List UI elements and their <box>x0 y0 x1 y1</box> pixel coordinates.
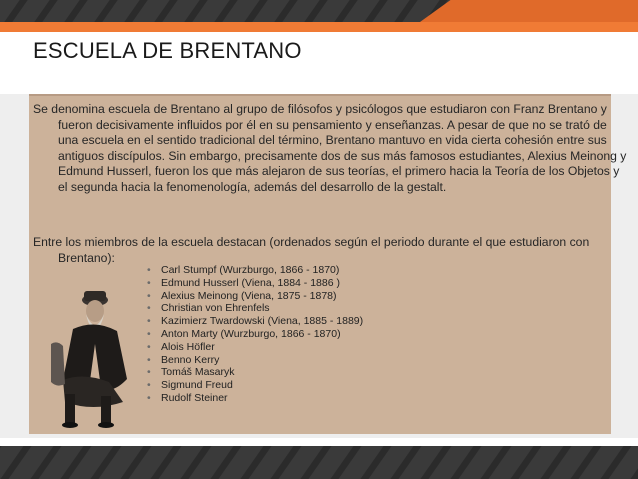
bullet: • <box>147 289 151 302</box>
member-name: Anton Marty (Wurzburgo, 1866 - 1870) <box>161 327 341 340</box>
member-name: Christian von Ehrenfels <box>161 302 270 315</box>
bullet: • <box>147 340 151 353</box>
top-orange-accent <box>420 0 638 22</box>
list-item <box>147 328 447 341</box>
list-item <box>147 302 447 315</box>
bullet: • <box>147 276 151 289</box>
member-name: Rudolf Steiner <box>161 391 228 404</box>
list-item <box>147 366 447 379</box>
member-name: Sigmund Freud <box>161 379 233 392</box>
bullet: • <box>147 327 151 340</box>
member-name: Carl Stumpf (Wurzburgo, 1866 - 1870) <box>161 264 340 276</box>
bullet: • <box>147 302 151 315</box>
member-name: Alois Höfler <box>161 340 215 353</box>
bottom-decorative-band <box>0 446 638 479</box>
brentano-portrait-photo <box>43 284 133 429</box>
title-orange-stripe <box>0 22 638 32</box>
bullet: • <box>147 366 151 379</box>
members-intro-paragraph: Entre los miembros de la escuela destacan (ordenados según el periodo durante el que estudiaron con Brentano): <box>33 235 590 265</box>
member-name: Alexius Meinong (Viena, 1875 - 1878) <box>161 289 337 302</box>
list-item <box>147 341 447 354</box>
content-top-shadow <box>29 94 611 96</box>
bullet: • <box>147 353 151 366</box>
list-item <box>147 379 447 392</box>
bullet: • <box>147 315 151 328</box>
bullet: • <box>147 379 151 392</box>
list-item <box>147 277 447 290</box>
list-item <box>147 315 447 328</box>
bullet: • <box>147 264 151 276</box>
bullet: • <box>147 391 151 404</box>
list-item <box>147 290 447 303</box>
list-item <box>147 392 447 405</box>
slide-title: ESCUELA DE BRENTANO <box>33 38 302 63</box>
members-list <box>147 264 447 405</box>
member-name: Kazimierz Twardowski (Viena, 1885 - 1889) <box>161 315 364 328</box>
bottom-white-strip <box>0 438 638 446</box>
list-item <box>147 264 447 277</box>
list-item <box>147 354 447 367</box>
content-box <box>29 94 627 434</box>
member-name: Tomáš Masaryk <box>161 366 235 379</box>
intro-paragraph: Se denomina escuela de Brentano al grupo de filósofos y psicólogos que estudiaron con Franz Brentano y fueron decisivamente influidos por él en su pensamiento y enseñanzas. A pesar de que no se trató de una escuela en el sentido tradicional del término, Brentano mantuvo en vida cierta cohesión entre sus antiguos discípulos. Sin embargo, precisamente dos de sus más famosos estudiantes, Alexius Meinong y Edmund Husserl, fueron los que más alejaron de sus teorías, el primero hacia la Teoría de los Objetos y el segunda hacia la fenomenología, además del desarrollo de la gestalt. <box>33 102 627 194</box>
member-name: Benno Kerry <box>161 353 220 366</box>
member-name: Edmund Husserl (Viena, 1884 - 1886 ) <box>161 276 340 289</box>
